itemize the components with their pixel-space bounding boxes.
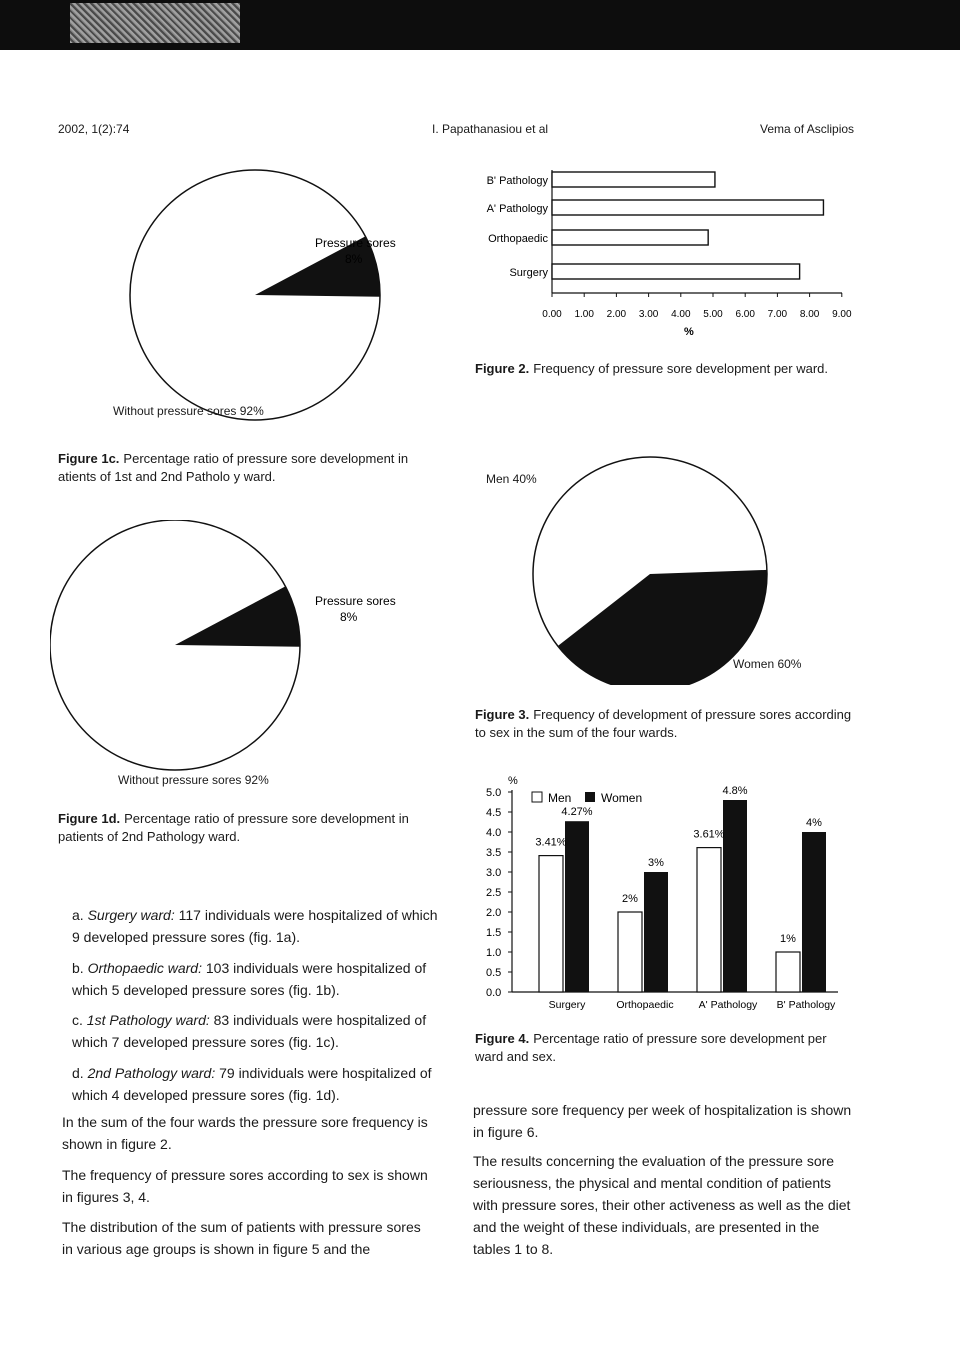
figure-3-pie (480, 455, 820, 685)
list-ward-1st-pathology: 1st Pathology ward: (86, 1012, 210, 1028)
fig2-category-label: A' Pathology (486, 203, 548, 215)
fig4-caption-text: Percentage ratio of pressure sore development per ward and sex. (475, 1031, 827, 1064)
fig4-bar-men (618, 912, 642, 992)
fig3-caption-prefix: Figure 3. (475, 707, 530, 722)
fig4-value-label-women: 4.8% (722, 785, 748, 797)
fig1c-slice-label: Pressure sores (315, 236, 396, 250)
fig2-tick-label: 6.00 (735, 309, 755, 320)
paragraph-age-groups: The distribution of the sum of patients with pressure sores in various age groups is shown in figure 5 and the (62, 1219, 421, 1257)
fig1c-rest-label: Without pressure sores 92% (113, 404, 264, 418)
fig4-value-label-women: 4.27% (561, 806, 593, 819)
fig1c-caption (58, 450, 448, 486)
header-journal-name: Vema of Asclipios (760, 122, 855, 136)
fig4-caption (475, 1030, 855, 1066)
figure-1d-pie (50, 520, 450, 780)
list-item-surgery (72, 904, 442, 948)
figure-2-bar-chart (470, 160, 890, 340)
fig1d-caption-prefix: Figure 1d. (58, 811, 121, 826)
fig2-category-label: B' Pathology (486, 175, 548, 187)
paragraph-figure-2-reference: In the sum of the four wards the pressure sore frequency is shown in figure 2. (62, 1114, 428, 1152)
fig3-caption (475, 706, 855, 742)
list-item-1st-pathology (72, 1009, 442, 1053)
paragraph-weekly-frequency: pressure sore frequency per week of hospitalization is shown in figure 6. (473, 1102, 852, 1140)
fig2-bar (552, 230, 708, 245)
fig4-bar-men (776, 952, 800, 992)
fig4-bar-men (539, 856, 563, 992)
list-label-a: a. (72, 907, 84, 923)
fig1c-slice-pct: 8% (345, 252, 363, 266)
header-journal-issue: 2002, 1(2):74 (58, 122, 130, 136)
list-text-2nd-pathology: 79 individuals were hospitalized of which 4 developed pressure sores (fig. 1d). (72, 1065, 432, 1103)
fig1c-caption-text: Percentage ratio of pressure sore development in atients of 1st and 2nd Patholo y ward. (58, 451, 409, 484)
fig1d-slice-pct: 8% (340, 610, 358, 624)
paragraph-sex-reference: The frequency of pressure sores according to sex is shown in figures 3, 4. (62, 1167, 428, 1205)
fig4-category-label: A' Pathology (698, 999, 758, 1011)
fig2-category-label: Orthopaedic (488, 233, 548, 245)
fig4-value-label-women: 4% (806, 817, 822, 829)
list-item-2nd-pathology (72, 1062, 442, 1106)
fig4-category-label: Surgery (548, 999, 586, 1011)
fig2-x-unit: % (684, 326, 694, 338)
fig4-bar-women (723, 800, 747, 992)
fig1d-caption (58, 810, 448, 846)
fig1c-caption-prefix: Figure 1c. (58, 451, 120, 466)
header-authors: I. Papathanasiou et al (432, 122, 549, 136)
fig2-category-label: Surgery (509, 267, 548, 279)
fig1d-caption-text: Percentage ratio of pressure sore development in patients of 2nd Pathology ward. (58, 811, 409, 844)
fig2-tick-label: 3.00 (638, 309, 659, 320)
fig4-tick-label: 1.5 (486, 927, 502, 939)
figure-1c-pie (70, 160, 450, 440)
fig2-tick-label: 4.00 (671, 309, 691, 320)
fig4-bar-men (697, 848, 721, 992)
list-label-c: c. (72, 1012, 83, 1028)
fig4-legend-men-swatch (532, 792, 542, 802)
fig2-tick-label: 7.00 (767, 309, 788, 320)
fig4-tick-label: 4.5 (486, 807, 502, 819)
fig4-value-label-men: 2% (622, 893, 638, 905)
paragraph-results-tables: The results concerning the evaluation of the pressure sore seriousness, the physical and mental condition of patients with pressure sores, their other activeness as well as the diet and the weight of these individuals, are presented in the tables 1 to 8. (473, 1153, 851, 1257)
fig3-men-label: Men 40% (486, 472, 537, 486)
fig2-bar (552, 200, 823, 215)
fig2-caption-prefix: Figure 2. (475, 361, 530, 376)
fig4-tick-label: 2.5 (486, 887, 502, 899)
fig4-legend-men: Men (548, 791, 572, 805)
scan-noise (70, 3, 240, 43)
fig4-tick-label: 3.0 (486, 867, 502, 879)
fig2-caption (475, 360, 895, 378)
fig4-value-label-men: 3.61% (693, 828, 725, 841)
fig4-legend-women: Women (601, 791, 643, 805)
fig2-caption-text: Frequency of pressure sore development per ward. (533, 361, 829, 376)
list-ward-orthopaedic: Orthopaedic ward: (87, 960, 202, 976)
fig1d-rest-label: Without pressure sores 92% (118, 773, 269, 787)
fig4-legend-women-swatch (585, 792, 595, 802)
fig4-y-unit: % (508, 775, 518, 787)
fig2-bar (552, 172, 715, 187)
fig4-tick-label: 0.5 (486, 967, 502, 979)
fig4-category-label: B' Pathology (776, 999, 836, 1011)
fig4-tick-label: 2.0 (486, 907, 502, 919)
fig2-tick-label: 1.00 (574, 309, 594, 320)
fig2-tick-label: 9.00 (832, 309, 852, 320)
fig4-bar-women (644, 872, 668, 992)
fig2-tick-label: 5.00 (703, 309, 723, 320)
fig2-tick-label: 0.00 (542, 309, 562, 320)
fig4-bar-women (802, 832, 826, 992)
fig4-bar-women (565, 821, 589, 992)
fig4-value-label-women: 3% (648, 857, 664, 869)
fig4-tick-label: 0.0 (486, 987, 502, 999)
fig3-women-label: Women 60% (733, 657, 802, 671)
list-ward-surgery: Surgery ward: (87, 907, 175, 923)
fig1d-slice-label: Pressure sores (315, 594, 396, 608)
list-text-1st-pathology: 83 individuals were hospitalized of which 7 developed pressure sores (fig. 1c). (72, 1012, 427, 1050)
fig4-value-label-men: 1% (780, 933, 796, 945)
figure-4-bar-chart (460, 770, 900, 1020)
fig4-value-label-men: 3.41% (535, 836, 567, 849)
list-item-orthopaedic (72, 957, 442, 1001)
fig4-tick-label: 5.0 (486, 787, 502, 799)
fig2-tick-label: 2.00 (606, 309, 627, 320)
scanned-header-bar (0, 0, 960, 50)
fig4-caption-prefix: Figure 4. (475, 1031, 530, 1046)
list-ward-2nd-pathology: 2nd Pathology ward: (87, 1065, 216, 1081)
fig4-tick-label: 1.0 (486, 947, 502, 959)
list-label-d: d. (72, 1065, 84, 1081)
fig4-tick-label: 3.5 (486, 847, 502, 859)
list-text-orthopaedic: 103 individuals were hospitalized of which 5 developed pressure sores (fig. 1b). (72, 960, 427, 998)
list-text-surgery: 117 individuals were hospitalized of which 9 developed pressure sores (fig. 1a). (72, 907, 438, 945)
fig2-bar (552, 264, 800, 279)
list-label-b: b. (72, 960, 84, 976)
fig4-tick-label: 4.0 (486, 827, 502, 839)
fig3-caption-text: Frequency of development of pressure sores according to sex in the sum of the four wards. (475, 707, 852, 740)
fig4-category-label: Orthopaedic (616, 999, 674, 1011)
fig2-tick-label: 8.00 (799, 309, 820, 320)
